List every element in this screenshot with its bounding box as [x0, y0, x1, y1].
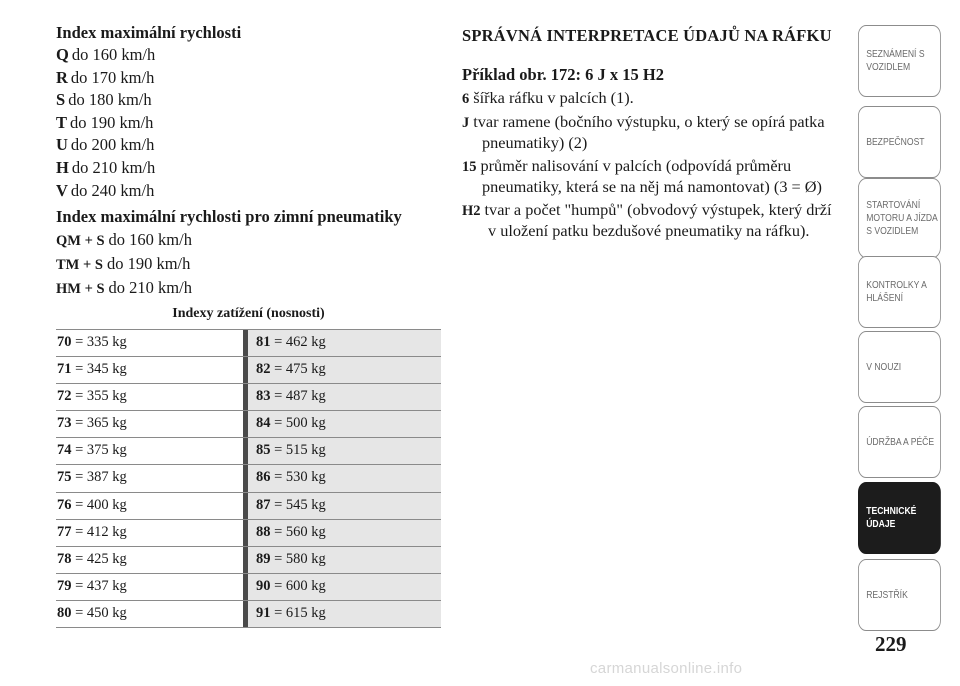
- rim-code: H2: [462, 202, 481, 219]
- load-value: = 580 kg: [270, 550, 326, 567]
- tab-udrzba-a-pece[interactable]: ÚDRŽBA A PÉČE: [858, 406, 941, 478]
- rim-description: šířka ráfku v palcích (1).: [473, 88, 634, 107]
- table-cell: [56, 601, 243, 628]
- speed-value: do 240 km/h: [70, 180, 155, 200]
- load-value: = 335 kg: [71, 334, 127, 350]
- tab-seznameni-s-vozidlem[interactable]: SEZNÁMENÍ S VOZIDLEM: [858, 25, 941, 97]
- table-cell: [56, 493, 243, 519]
- load-value: = 437 kg: [71, 577, 127, 594]
- rim-section-title: SPRÁVNÁ INTERPRETACE ÚDAJŮ NA RÁFKU: [462, 26, 832, 45]
- load-value: = 475 kg: [270, 361, 326, 378]
- load-value: = 345 kg: [71, 361, 127, 378]
- table-row: [56, 329, 441, 356]
- speed-code: V: [56, 180, 68, 200]
- rim-description: tvar a počet "humpů" (obvodový výstupek, který drží v uložení patku bezdušové pneumatiky na ráfku).: [484, 199, 832, 240]
- table-row: [56, 437, 441, 464]
- load-code: 85: [256, 442, 271, 459]
- tab-kontrolky-a-hlaseni[interactable]: KONTROLKY A HLÁŠENÍ: [858, 256, 941, 328]
- load-code: 84: [256, 415, 271, 432]
- load-code: 73: [57, 415, 72, 432]
- tab-technicke-udaje[interactable]: TECHNICKÉ ÚDAJE: [858, 482, 941, 554]
- table-cell: [56, 357, 243, 383]
- watermark: carmanualsonline.info: [590, 660, 743, 677]
- winter-code: TM + S: [56, 257, 103, 274]
- load-value: = 530 kg: [270, 469, 326, 486]
- table-cell: [248, 574, 441, 600]
- table-cell: [56, 411, 243, 437]
- load-code: 80: [57, 604, 72, 621]
- table-cell: [248, 465, 441, 491]
- load-value: = 375 kg: [71, 442, 127, 459]
- winter-value: do 210 km/h: [108, 278, 192, 298]
- table-cell: [248, 384, 441, 410]
- table-cell: [248, 411, 441, 437]
- load-code: 71: [57, 361, 72, 378]
- rim-description: tvar ramene (bočního výstupku, o který se opírá patka pneumatiky) (2): [473, 111, 825, 152]
- table-cell: [56, 438, 243, 464]
- load-value: = 487 kg: [270, 388, 326, 405]
- page-number: 229: [875, 632, 907, 656]
- table-cell: [248, 601, 441, 628]
- speed-value: do 170 km/h: [70, 67, 155, 87]
- load-table-title: Indexy zatížení (nosnosti): [172, 306, 325, 321]
- table-cell: [248, 330, 441, 356]
- load-value: = 365 kg: [71, 415, 127, 432]
- winter-index-list: [56, 228, 441, 300]
- speed-value: do 190 km/h: [70, 112, 154, 132]
- speed-code: S: [56, 90, 66, 110]
- load-value: = 545 kg: [270, 496, 326, 513]
- load-code: 87: [256, 496, 271, 513]
- list-item: [462, 156, 842, 198]
- load-value: = 355 kg: [71, 388, 127, 405]
- rim-description: průměr nalisování v palcích (odpovídá průměru pneumatiky, která se na něj má namontovat) (3 = Ø): [480, 155, 822, 196]
- table-row: [56, 383, 441, 410]
- table-cell: [248, 547, 441, 573]
- list-item: [56, 134, 441, 157]
- table-cell: [56, 465, 243, 491]
- load-code: 81: [256, 334, 271, 350]
- speed-value: do 210 km/h: [71, 157, 156, 177]
- winter-index-heading: Index maximální rychlosti pro zimní pneumatiky: [56, 207, 402, 227]
- list-item: [56, 89, 441, 112]
- table-row: [56, 519, 441, 546]
- table-cell: [248, 357, 441, 383]
- rim-code: 6: [462, 91, 470, 107]
- speed-index-heading: Index maximální rychlosti: [56, 23, 242, 42]
- load-code: 79: [57, 577, 72, 594]
- winter-code: HM + S: [56, 281, 105, 298]
- table-cell: [248, 438, 441, 464]
- table-row: [56, 600, 441, 629]
- table-row: [56, 464, 441, 491]
- load-code: 70: [57, 334, 72, 350]
- load-code: 83: [256, 388, 271, 405]
- load-value: = 600 kg: [270, 577, 326, 594]
- rim-code: J: [462, 114, 470, 131]
- speed-value: do 200 km/h: [70, 135, 155, 155]
- load-code: 88: [256, 523, 271, 540]
- load-value: = 500 kg: [270, 415, 326, 432]
- list-item: [56, 180, 441, 203]
- winter-value: do 190 km/h: [106, 254, 191, 274]
- load-code: 75: [57, 469, 72, 486]
- list-item: [56, 157, 441, 180]
- load-code: 90: [256, 577, 271, 594]
- speed-value: do 180 km/h: [68, 90, 152, 110]
- speed-code: T: [56, 112, 68, 132]
- load-value: = 450 kg: [71, 604, 127, 621]
- load-code: 89: [256, 550, 271, 567]
- load-code: 72: [57, 388, 72, 405]
- list-item: [462, 112, 842, 154]
- speed-code: H: [56, 157, 69, 177]
- load-code: 82: [256, 361, 271, 378]
- table-cell: [56, 520, 243, 546]
- load-value: = 412 kg: [71, 523, 127, 540]
- load-code: 78: [57, 550, 72, 567]
- table-row: [56, 546, 441, 573]
- table-cell: [248, 520, 441, 546]
- list-item: [462, 88, 842, 110]
- winter-code: QM + S: [56, 233, 105, 250]
- load-value: = 425 kg: [71, 550, 127, 567]
- table-cell: [56, 574, 243, 600]
- speed-code: U: [56, 135, 68, 155]
- load-code: 74: [57, 442, 72, 459]
- load-value: = 515 kg: [270, 442, 326, 459]
- list-item: [56, 228, 441, 252]
- load-index-table: [56, 329, 441, 628]
- load-value: = 615 kg: [270, 604, 326, 621]
- tab-startovani-motoru[interactable]: STARTOVÁNÍ MOTORU A JÍZDA S VOZIDLEM: [858, 178, 941, 258]
- speed-value: do 160 km/h: [71, 45, 156, 64]
- tab-bezpecnost[interactable]: BEZPEČNOST: [858, 106, 941, 178]
- load-code: 86: [256, 469, 271, 486]
- tab-rejstrik[interactable]: REJSTŘÍK: [858, 559, 941, 631]
- table-cell: [56, 547, 243, 573]
- left-column: [56, 22, 441, 621]
- load-code: 91: [256, 604, 271, 621]
- load-value: = 387 kg: [71, 469, 127, 486]
- list-item: [462, 200, 842, 242]
- tab-v-nouzi[interactable]: V NOUZI: [858, 331, 941, 403]
- list-item: [56, 67, 441, 90]
- list-item: [56, 112, 441, 135]
- table-cell: [56, 384, 243, 410]
- table-cell: [56, 330, 243, 356]
- load-code: 77: [57, 523, 72, 540]
- list-item: [56, 252, 441, 276]
- speed-code: R: [56, 67, 68, 87]
- load-value: = 400 kg: [71, 496, 127, 513]
- rim-code: 15: [462, 158, 477, 175]
- table-cell: [248, 493, 441, 519]
- load-value: = 462 kg: [270, 334, 326, 350]
- table-row: [56, 356, 441, 383]
- winter-value: do 160 km/h: [108, 230, 192, 250]
- speed-index-list: [56, 44, 441, 202]
- list-item: [56, 276, 441, 300]
- speed-code: Q: [56, 45, 69, 64]
- rim-section: [462, 26, 842, 242]
- rim-example-heading: Příklad obr. 172: 6 J x 15 H2: [462, 65, 664, 84]
- list-item: [56, 44, 441, 67]
- table-row: [56, 492, 441, 519]
- table-row: [56, 410, 441, 437]
- table-row: [56, 573, 441, 600]
- load-value: = 560 kg: [270, 523, 326, 540]
- load-code: 76: [57, 496, 72, 513]
